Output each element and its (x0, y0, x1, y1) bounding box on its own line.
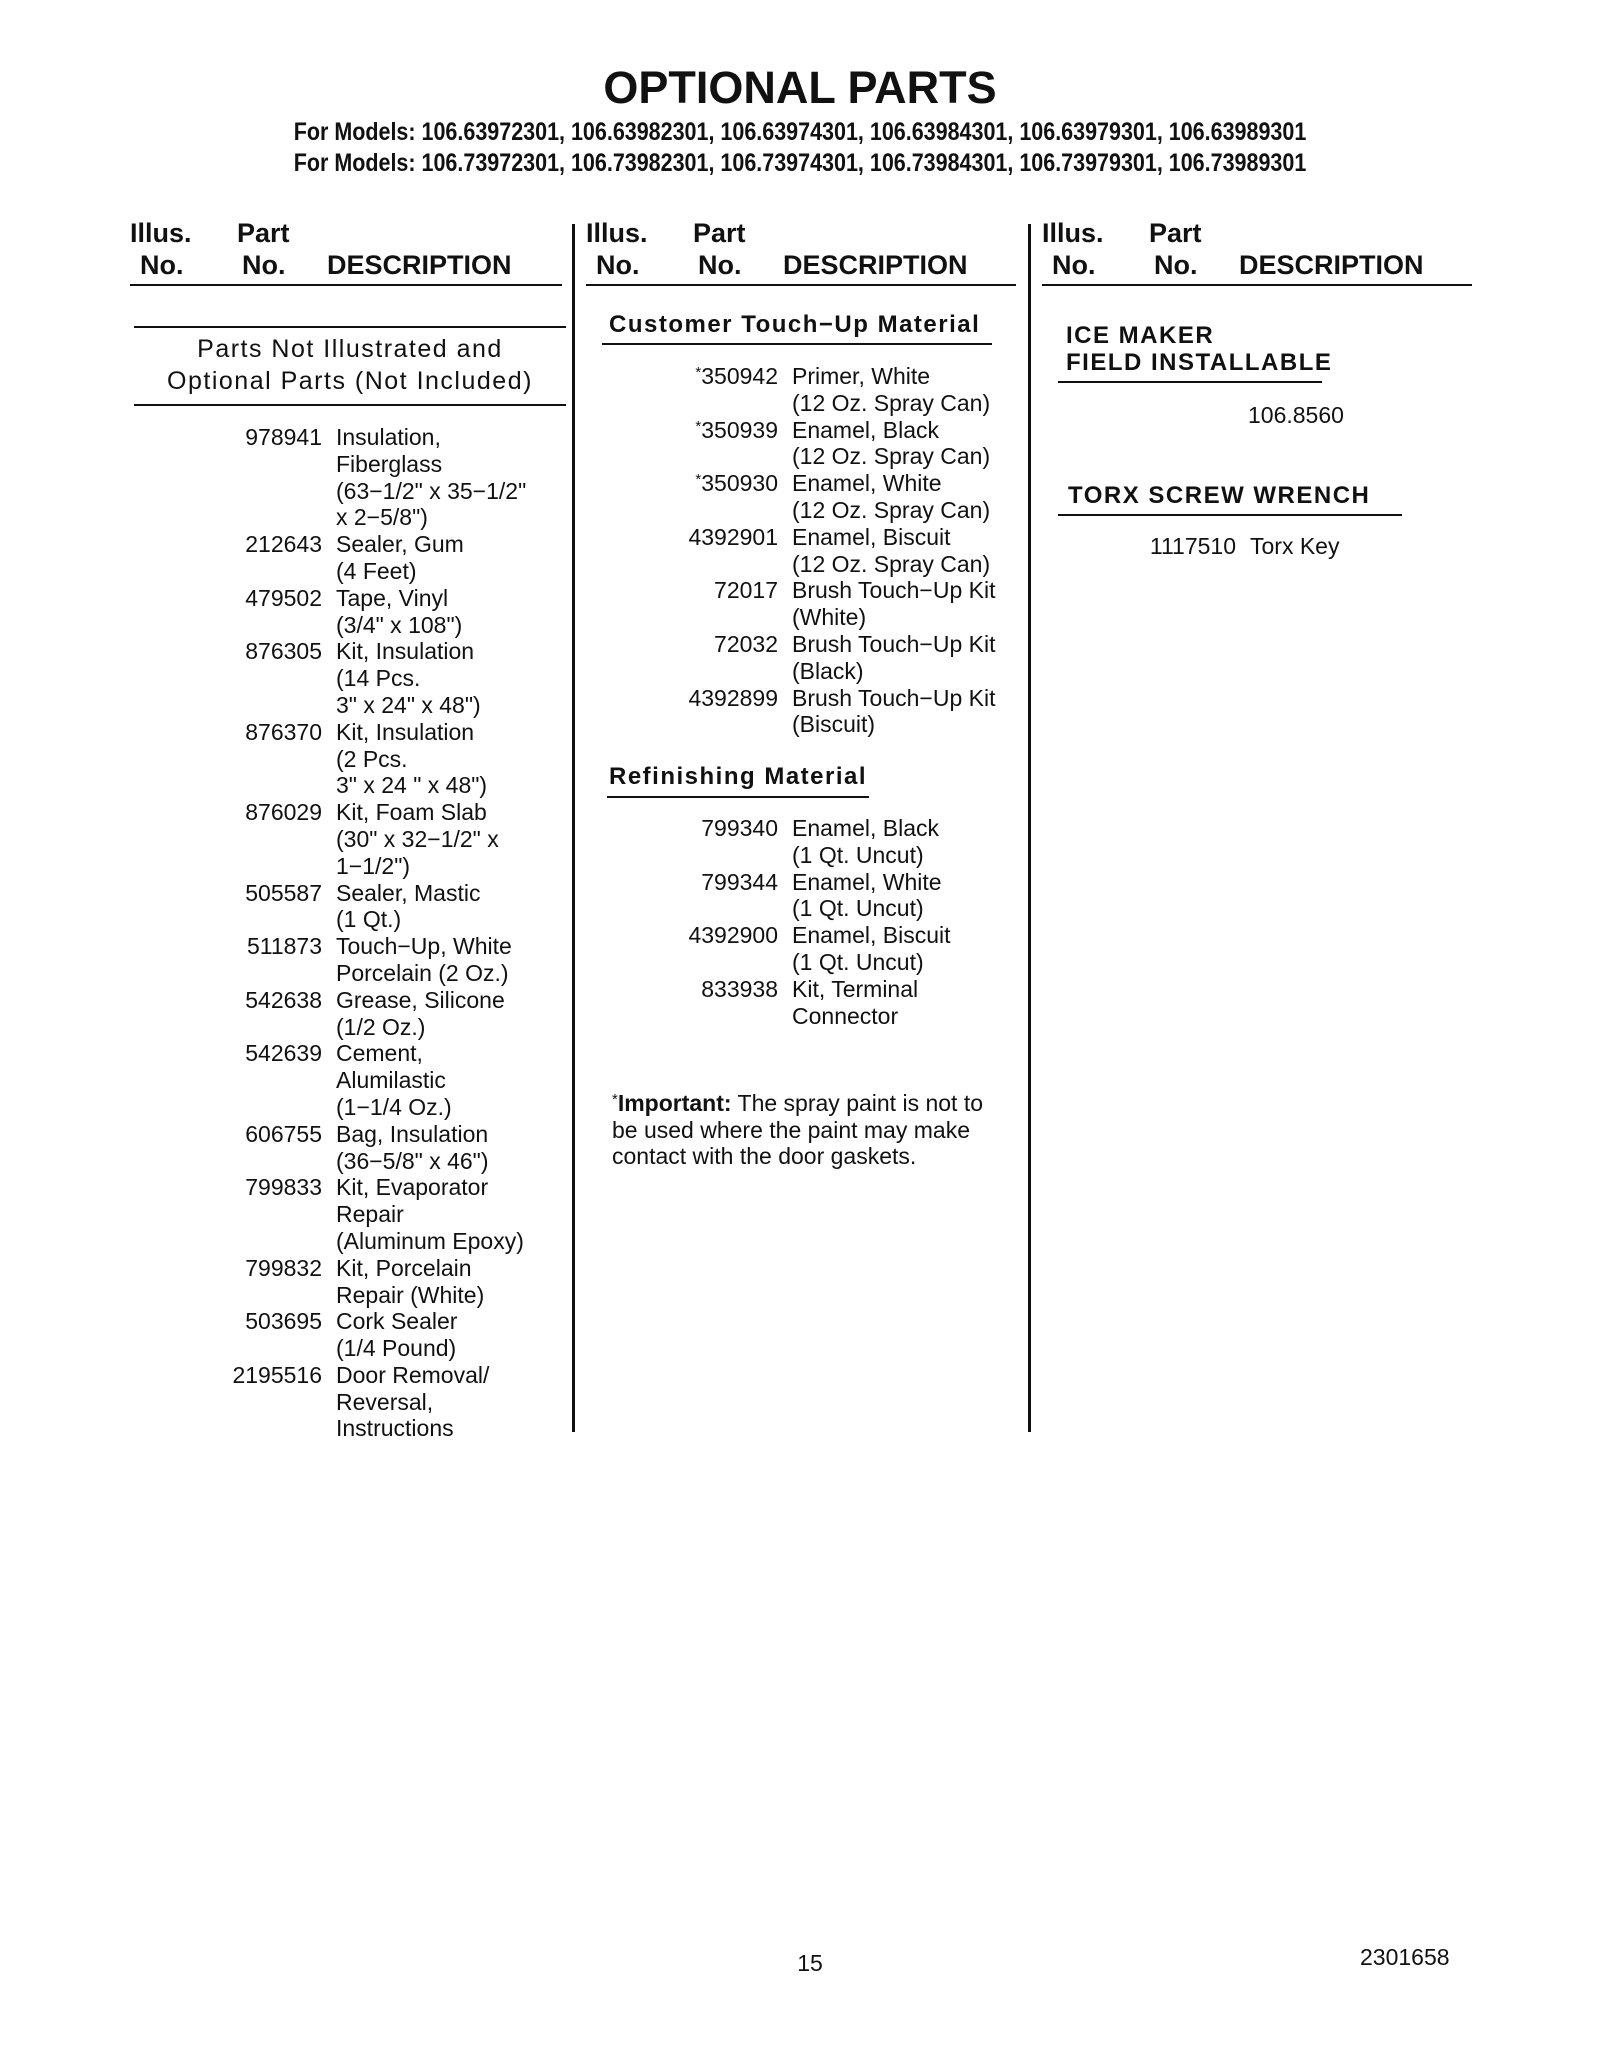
header-illus: Illus. (130, 218, 192, 248)
part-description: Brush Touch−Up Kit (Black) (792, 630, 996, 684)
ice-maker-title (1066, 322, 1332, 376)
part-number-text: 72032 (714, 630, 778, 657)
note-text: The spray paint is not to be used where the paint may make contact with the door gaskets. (612, 1090, 984, 1169)
header-illus-no: No. (1052, 250, 1096, 280)
refinishing-title: Refinishing Material (609, 763, 868, 790)
list-item (695, 363, 1022, 417)
part-number-text: 350939 (701, 416, 778, 443)
part-description: Door Removal/ Reversal, Instructions (336, 1361, 490, 1442)
list-item (245, 1174, 566, 1254)
part-number (245, 719, 322, 746)
note-asterisk: * (612, 1091, 618, 1108)
header-part-no: No. (242, 250, 286, 280)
part-description: Touch−Up, White Porcelain (2 Oz.) (336, 933, 512, 986)
customer-touchup-title: Customer Touch−Up Material (609, 311, 981, 338)
part-number-text: 542639 (245, 1040, 322, 1067)
part-number-text: 876029 (245, 799, 322, 826)
part-number (247, 933, 322, 960)
part-description: Tape, Vinyl (3/4" x 108") (336, 584, 463, 638)
part-number-text: 505587 (245, 879, 322, 906)
part-number-text: 4392901 (688, 523, 778, 550)
part-number (701, 815, 778, 842)
part-description: Enamel, Black (1 Qt. Uncut) (792, 815, 940, 868)
part-description: Enamel, White (12 Oz. Spray Can) (792, 470, 991, 523)
list-item (688, 922, 1022, 976)
box-top-rule (134, 326, 566, 328)
part-number-text: 511873 (246, 933, 322, 960)
ice-maker-underline (1058, 381, 1322, 383)
header-description: DESCRIPTION (327, 250, 512, 280)
ice-maker-title-line-2: FIELD INSTALLABLE (1066, 349, 1333, 376)
header-part-no: No. (698, 250, 742, 280)
header-part: Part (1149, 218, 1202, 248)
list-item (245, 638, 566, 718)
part-description: Bag, Insulation (36−5/8" x 46") (336, 1120, 489, 1174)
part-number (245, 638, 322, 665)
torx-wrench-title: TORX SCREW WRENCH (1068, 482, 1371, 509)
part-description: Enamel, Biscuit (1 Qt. Uncut) (792, 922, 951, 975)
list-item (688, 684, 1022, 739)
asterisk: * (695, 417, 702, 435)
part-description: Kit, Foam Slab (30" x 32−1/2" x 1−1/2") (336, 799, 499, 879)
list-item (701, 815, 1022, 869)
part-number (688, 524, 778, 551)
part-number-text: 542638 (245, 986, 322, 1013)
header-underline-3 (1042, 284, 1472, 286)
asterisk: * (695, 364, 702, 381)
part-number (695, 470, 778, 497)
part-number (701, 976, 778, 1003)
part-number (245, 1121, 322, 1148)
part-number (688, 922, 778, 949)
list-item (245, 584, 566, 639)
part-number-text: 2195516 (232, 1361, 322, 1388)
refinishing-underline (607, 796, 869, 798)
part-number (245, 880, 322, 907)
part-number (245, 1174, 322, 1201)
part-description: Kit, Porcelain Repair (White) (336, 1254, 485, 1308)
header-underline-1 (130, 284, 562, 286)
important-note (612, 1090, 1012, 1170)
column-divider-1 (572, 224, 575, 1432)
part-number (714, 577, 778, 604)
part-description: Kit, Insulation (14 Pcs. 3" x 24" x 48") (336, 638, 481, 718)
list-item (714, 577, 1022, 631)
list-item (701, 868, 1022, 923)
list-item (245, 531, 566, 585)
col1-parts-list (232, 424, 566, 1442)
part-number (245, 1255, 322, 1282)
list-item (245, 718, 566, 799)
part-number (245, 987, 322, 1014)
list-item (245, 1254, 566, 1309)
page-number: 15 (797, 1950, 823, 1976)
list-item (245, 799, 566, 879)
part-number-text: 799340 (701, 815, 778, 841)
part-number-text: 212643 (245, 531, 322, 558)
part-description: Brush Touch−Up Kit (Biscuit) (792, 684, 996, 738)
box-bottom-rule (134, 404, 566, 406)
part-number-text: 4392900 (688, 922, 778, 949)
models-line-1: For Models: 106.63972301, 106.63982301, 106.63974301, 106.63984301, 106.63979301, 106.63989301 (293, 118, 1307, 146)
part-number-text: 479502 (245, 584, 322, 611)
list-item (695, 416, 1022, 471)
part-description: Sealer, Gum (4 Feet) (336, 531, 464, 584)
note-label: Important: (617, 1090, 732, 1116)
list-item (714, 630, 1022, 685)
part-number-text: 799832 (245, 1254, 322, 1281)
header-illus-no: No. (596, 250, 640, 280)
header-part: Part (237, 218, 290, 248)
part-description: Enamel, White (1 Qt. Uncut) (792, 868, 942, 922)
part-number (245, 799, 322, 826)
part-number-text: 833938 (701, 975, 778, 1002)
part-description: Kit, Evaporator Repair (Aluminum Epoxy) (336, 1174, 524, 1254)
list-item (245, 1308, 566, 1362)
part-description: Kit, Terminal Connector (792, 975, 919, 1029)
touchup-parts-list (688, 363, 1022, 738)
part-number (701, 869, 778, 896)
list-item (688, 523, 1022, 578)
list-item (1149, 533, 1450, 560)
header-illus: Illus. (1042, 218, 1104, 248)
part-number-text: 606755 (245, 1120, 322, 1147)
part-number (245, 1040, 322, 1067)
part-description: Torx Key (1250, 533, 1340, 559)
part-description: Grease, Silicone (1/2 Oz.) (336, 986, 505, 1040)
part-number (695, 417, 778, 444)
part-number (1150, 533, 1236, 560)
part-description: Insulation, Fiberglass (63−1/2" x 35−1/2" x 2−5/8") (336, 424, 527, 531)
part-number-text: 876305 (245, 638, 322, 665)
part-description: Primer, White (12 Oz. Spray Can) (792, 363, 991, 416)
part-description: Sealer, Mastic (1 Qt.) (336, 879, 481, 933)
box-heading-line-2: Optional Parts (Not Included) (167, 367, 533, 395)
part-number (245, 1308, 322, 1335)
list-item (245, 1120, 566, 1175)
part-description: Enamel, Black (12 Oz. Spray Can) (792, 416, 991, 470)
part-number-text: 876370 (245, 718, 322, 745)
part-description: Kit, Insulation (2 Pcs. 3" x 24 " x 48") (336, 718, 488, 799)
refinishing-parts-list (688, 815, 1022, 1029)
part-number-text: 1117510 (1149, 533, 1236, 559)
part-number (245, 424, 322, 451)
part-number-text: 799344 (701, 868, 778, 895)
part-number (695, 363, 778, 390)
document-number: 2301658 (1360, 1944, 1450, 1970)
list-item (232, 1361, 566, 1442)
asterisk: * (695, 471, 702, 489)
list-item (245, 879, 566, 934)
list-item (245, 424, 566, 531)
list-item (245, 1040, 566, 1120)
part-number (688, 685, 778, 712)
part-number-text: 978941 (245, 424, 322, 450)
header-description: DESCRIPTION (1239, 250, 1424, 280)
part-number-text: 4392899 (688, 684, 778, 711)
header-illus-no: No. (140, 250, 184, 280)
header-illus: Illus. (586, 218, 648, 248)
header-part-no: No. (1154, 250, 1198, 280)
ice-maker-title-line-1: ICE MAKER (1066, 322, 1215, 349)
ice-maker-part-number: 106.8560 (1248, 402, 1344, 428)
header-underline-2 (586, 284, 1016, 286)
part-number (245, 531, 322, 558)
header-part: Part (693, 218, 746, 248)
header-description: DESCRIPTION (783, 250, 968, 280)
part-description: Cement, Alumilastic (1−1/4 Oz.) (336, 1040, 452, 1120)
list-item (245, 986, 566, 1041)
part-number-text: 350930 (701, 470, 778, 497)
part-number (245, 585, 322, 612)
part-number-text: 503695 (245, 1308, 322, 1335)
part-number-text: 72017 (714, 577, 778, 604)
part-description: Cork Sealer (1/4 Pound) (336, 1308, 458, 1362)
list-item (695, 470, 1022, 524)
torx-wrench-underline (1058, 514, 1402, 516)
parts-not-illustrated-heading (134, 333, 566, 397)
list-item (701, 975, 1022, 1030)
torx-parts-list (1149, 533, 1450, 560)
list-item (246, 933, 566, 987)
customer-touchup-underline (602, 343, 992, 345)
box-heading-line-1: Parts Not Illustrated and (197, 335, 503, 363)
column-divider-2 (1028, 224, 1031, 1432)
page-title: OPTIONAL PARTS (603, 62, 997, 113)
part-number-text: 350942 (701, 363, 778, 389)
part-number (714, 631, 778, 658)
part-description: Brush Touch−Up Kit (White) (792, 577, 996, 631)
models-line-2: For Models: 106.73972301, 106.73982301, 106.73974301, 106.73984301, 106.73979301, 106.73989301 (293, 149, 1307, 177)
part-number (232, 1362, 322, 1389)
part-description: Enamel, Biscuit (12 Oz. Spray Can) (792, 523, 991, 577)
part-number-text: 799833 (245, 1174, 322, 1201)
